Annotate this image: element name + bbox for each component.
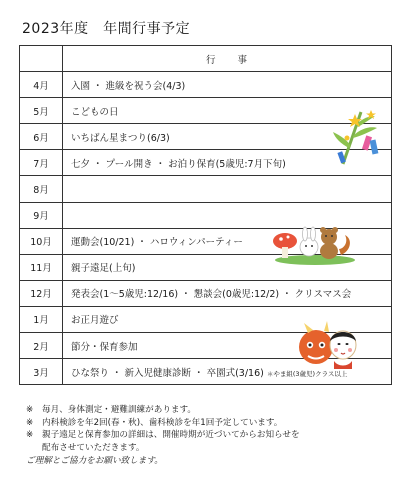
note-item xyxy=(26,429,396,442)
month-cell: 11月 xyxy=(20,254,63,280)
table-row xyxy=(20,72,392,98)
note-item xyxy=(26,404,396,417)
month-cell: 7月 xyxy=(20,150,63,176)
event-cell: お正月遊び xyxy=(63,306,392,332)
month-cell: 4月 xyxy=(20,72,63,98)
event-cell xyxy=(63,176,392,202)
note-mark: ※ xyxy=(26,417,34,428)
table-row xyxy=(20,280,392,306)
event-cell: いちばん星まつり(6/3) xyxy=(63,124,392,150)
note-text: 内科検診を年2回(春・秋)、歯科検診を年1回予定しています。 xyxy=(42,417,283,428)
month-cell: 8月 xyxy=(20,176,63,202)
event-cell: 運動会(10/21) ・ ハロウィンパーティー xyxy=(63,228,392,254)
note-mark: ※ xyxy=(26,405,34,415)
note-item xyxy=(26,417,396,430)
month-cell: 10月 xyxy=(20,228,63,254)
autumn-animals-icon xyxy=(271,221,355,265)
month-cell: 12月 xyxy=(20,280,63,306)
event-cell: 親子遠足(上旬) xyxy=(63,254,392,280)
notes-section xyxy=(26,404,396,468)
setsubun-oni-icon xyxy=(296,319,360,371)
tanabata-bamboo-icon xyxy=(325,106,387,168)
month-cell: 3月 xyxy=(20,359,63,385)
month-cell: 5月 xyxy=(20,98,63,124)
note-text: 親子遠足と保育参加の詳細は、開催時期が近づいてからお知らせを xyxy=(42,430,300,441)
page-title: 2023年度 年間行事予定 xyxy=(22,21,191,37)
month-cell: 6月 xyxy=(20,124,63,150)
event-cell: こどもの日 xyxy=(63,98,392,124)
header-event-cell: 行 事 xyxy=(63,46,392,72)
event-footnote: ＊やま組(3歳児)クラス以上 xyxy=(266,369,348,378)
event-cell: 発表会(1〜5歳児:12/16) ・ 懇談会(0歳児:12/2) ・ クリスマス会 xyxy=(63,280,392,306)
header-month-cell xyxy=(20,46,63,72)
closing-message: ご理解とご協力をお願い致します。 xyxy=(26,455,163,466)
event-text: ひな祭り ・ 新入児健康診断 ・ 卒園式(3/16) xyxy=(71,367,264,379)
event-cell: 入園 ・ 進級を祝う会(4/3) xyxy=(63,72,392,98)
month-cell: 9月 xyxy=(20,202,63,228)
note-text: 毎月、身体測定・避難訓練があります。 xyxy=(42,405,197,415)
note-mark: ※ xyxy=(26,430,34,441)
table-header-row xyxy=(20,46,392,72)
note-text-continued: 配布させていただきます。 xyxy=(42,443,145,454)
month-cell: 2月 xyxy=(20,333,63,359)
event-cell: 七夕 ・ プール開き ・ お泊り保育(5歳児:7月下旬) xyxy=(63,150,392,176)
event-cell: 節分・保育参加 xyxy=(63,333,392,359)
table-row xyxy=(20,176,392,202)
month-cell: 1月 xyxy=(20,306,63,332)
